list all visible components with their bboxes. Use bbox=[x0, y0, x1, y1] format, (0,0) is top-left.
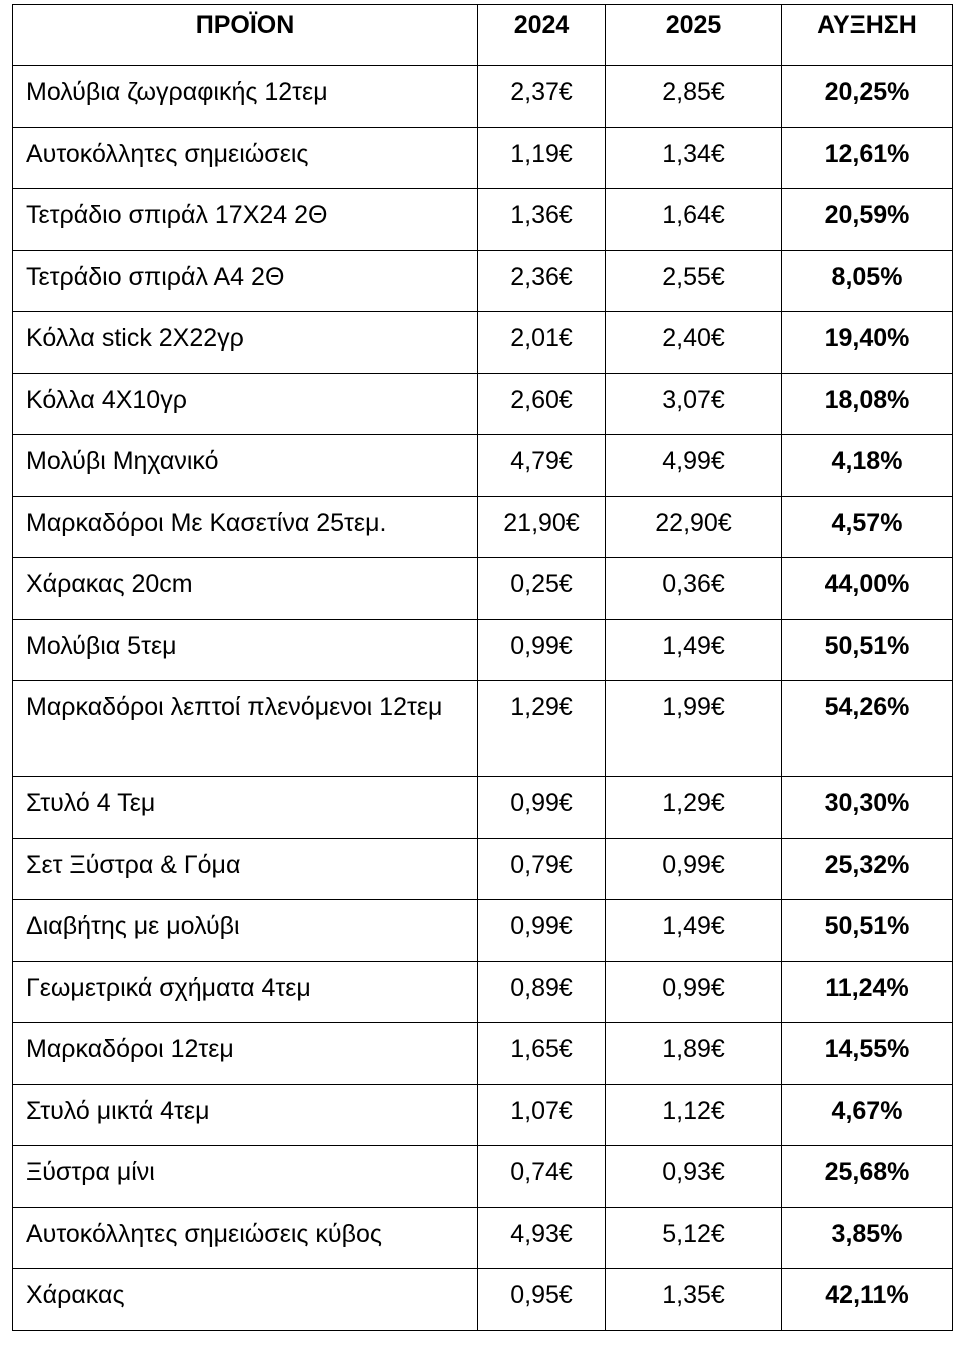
product-cell: Ξύστρα μίνι bbox=[13, 1146, 478, 1208]
increase-cell: 50,51% bbox=[782, 619, 953, 681]
product-cell: Μαρκαδόροι 12τεμ bbox=[13, 1023, 478, 1085]
price-2024-cell: 0,79€ bbox=[478, 838, 606, 900]
increase-cell: 25,68% bbox=[782, 1146, 953, 1208]
increase-cell: 8,05% bbox=[782, 250, 953, 312]
increase-cell: 50,51% bbox=[782, 900, 953, 962]
product-cell: Στυλό μικτά 4τεμ bbox=[13, 1084, 478, 1146]
table-row bbox=[13, 777, 953, 839]
price-2024-cell: 0,89€ bbox=[478, 961, 606, 1023]
increase-cell: 14,55% bbox=[782, 1023, 953, 1085]
table-row bbox=[13, 1146, 953, 1208]
price-2025-cell: 1,64€ bbox=[606, 189, 782, 251]
price-2025-cell: 2,40€ bbox=[606, 312, 782, 374]
increase-cell: 4,57% bbox=[782, 496, 953, 558]
increase-cell: 20,59% bbox=[782, 189, 953, 251]
increase-cell: 25,32% bbox=[782, 838, 953, 900]
table-row bbox=[13, 435, 953, 497]
price-2025-cell: 1,34€ bbox=[606, 127, 782, 189]
increase-cell: 4,67% bbox=[782, 1084, 953, 1146]
product-cell: Τετράδιο σπιράλ 17Χ24 2Θ bbox=[13, 189, 478, 251]
product-cell: Μολύβια 5τεμ bbox=[13, 619, 478, 681]
price-2024-cell: 2,60€ bbox=[478, 373, 606, 435]
product-cell: Μαρκαδόροι Με Κασετίνα 25τεμ. bbox=[13, 496, 478, 558]
table-row bbox=[13, 1023, 953, 1085]
price-2024-cell: 0,99€ bbox=[478, 619, 606, 681]
increase-cell: 42,11% bbox=[782, 1269, 953, 1331]
table-row bbox=[13, 681, 953, 777]
price-2025-cell: 2,55€ bbox=[606, 250, 782, 312]
increase-cell: 4,18% bbox=[782, 435, 953, 497]
header-2024: 2024 bbox=[478, 5, 606, 66]
price-2025-cell: 22,90€ bbox=[606, 496, 782, 558]
product-cell: Αυτοκόλλητες σημειώσεις bbox=[13, 127, 478, 189]
table-row bbox=[13, 250, 953, 312]
table-row bbox=[13, 127, 953, 189]
increase-cell: 54,26% bbox=[782, 681, 953, 777]
table-row bbox=[13, 619, 953, 681]
table-row bbox=[13, 1269, 953, 1331]
product-cell: Αυτοκόλλητες σημειώσεις κύβος bbox=[13, 1207, 478, 1269]
increase-cell: 18,08% bbox=[782, 373, 953, 435]
price-2025-cell: 1,89€ bbox=[606, 1023, 782, 1085]
price-2025-cell: 0,99€ bbox=[606, 838, 782, 900]
table-row bbox=[13, 558, 953, 620]
product-cell: Σετ Ξύστρα & Γόμα bbox=[13, 838, 478, 900]
increase-cell: 12,61% bbox=[782, 127, 953, 189]
header-product: ΠΡΟΪΟΝ bbox=[13, 5, 478, 66]
table-row bbox=[13, 1207, 953, 1269]
price-2025-cell: 0,99€ bbox=[606, 961, 782, 1023]
price-2024-cell: 0,74€ bbox=[478, 1146, 606, 1208]
increase-cell: 30,30% bbox=[782, 777, 953, 839]
price-2025-cell: 1,49€ bbox=[606, 900, 782, 962]
header-row bbox=[13, 5, 953, 66]
price-2024-cell: 4,79€ bbox=[478, 435, 606, 497]
increase-cell: 3,85% bbox=[782, 1207, 953, 1269]
price-2024-cell: 2,01€ bbox=[478, 312, 606, 374]
price-comparison-table bbox=[12, 4, 953, 1331]
table-row bbox=[13, 312, 953, 374]
price-2025-cell: 1,35€ bbox=[606, 1269, 782, 1331]
price-2024-cell: 4,93€ bbox=[478, 1207, 606, 1269]
product-cell: Χάρακας bbox=[13, 1269, 478, 1331]
price-2024-cell: 2,37€ bbox=[478, 66, 606, 128]
increase-cell: 11,24% bbox=[782, 961, 953, 1023]
table-row bbox=[13, 961, 953, 1023]
price-2025-cell: 1,29€ bbox=[606, 777, 782, 839]
price-2024-cell: 1,07€ bbox=[478, 1084, 606, 1146]
table-row bbox=[13, 900, 953, 962]
increase-cell: 44,00% bbox=[782, 558, 953, 620]
table-row bbox=[13, 189, 953, 251]
product-cell: Χάρακας 20cm bbox=[13, 558, 478, 620]
price-2025-cell: 3,07€ bbox=[606, 373, 782, 435]
table-row bbox=[13, 66, 953, 128]
price-2024-cell: 0,95€ bbox=[478, 1269, 606, 1331]
price-2025-cell: 4,99€ bbox=[606, 435, 782, 497]
product-cell: Μολύβια ζωγραφικής 12τεμ bbox=[13, 66, 478, 128]
product-cell: Διαβήτης με μολύβι bbox=[13, 900, 478, 962]
product-cell: Μολύβι Μηχανικό bbox=[13, 435, 478, 497]
price-2024-cell: 1,65€ bbox=[478, 1023, 606, 1085]
price-2025-cell: 1,49€ bbox=[606, 619, 782, 681]
price-2025-cell: 2,85€ bbox=[606, 66, 782, 128]
product-cell: Τετράδιο σπιράλ Α4 2Θ bbox=[13, 250, 478, 312]
increase-cell: 20,25% bbox=[782, 66, 953, 128]
product-cell: Μαρκαδόροι λεπτοί πλενόμενοι 12τεμ bbox=[13, 681, 478, 777]
header-2025: 2025 bbox=[606, 5, 782, 66]
price-2024-cell: 1,19€ bbox=[478, 127, 606, 189]
header-increase: ΑΥΞΗΣΗ bbox=[782, 5, 953, 66]
price-2025-cell: 0,36€ bbox=[606, 558, 782, 620]
table-row bbox=[13, 838, 953, 900]
price-2025-cell: 5,12€ bbox=[606, 1207, 782, 1269]
increase-cell: 19,40% bbox=[782, 312, 953, 374]
table-row bbox=[13, 373, 953, 435]
product-cell: Κόλλα 4Χ10γρ bbox=[13, 373, 478, 435]
price-2024-cell: 2,36€ bbox=[478, 250, 606, 312]
product-cell: Γεωμετρικά σχήματα 4τεμ bbox=[13, 961, 478, 1023]
table-row bbox=[13, 496, 953, 558]
table-row bbox=[13, 1084, 953, 1146]
price-2024-cell: 0,99€ bbox=[478, 777, 606, 839]
price-2025-cell: 0,93€ bbox=[606, 1146, 782, 1208]
price-2024-cell: 0,25€ bbox=[478, 558, 606, 620]
product-cell: Στυλό 4 Τεμ bbox=[13, 777, 478, 839]
price-2024-cell: 1,29€ bbox=[478, 681, 606, 777]
price-2024-cell: 1,36€ bbox=[478, 189, 606, 251]
table-body bbox=[13, 66, 953, 1331]
price-2024-cell: 21,90€ bbox=[478, 496, 606, 558]
price-2024-cell: 0,99€ bbox=[478, 900, 606, 962]
price-2025-cell: 1,12€ bbox=[606, 1084, 782, 1146]
product-cell: Κόλλα stick 2Χ22γρ bbox=[13, 312, 478, 374]
price-2025-cell: 1,99€ bbox=[606, 681, 782, 777]
